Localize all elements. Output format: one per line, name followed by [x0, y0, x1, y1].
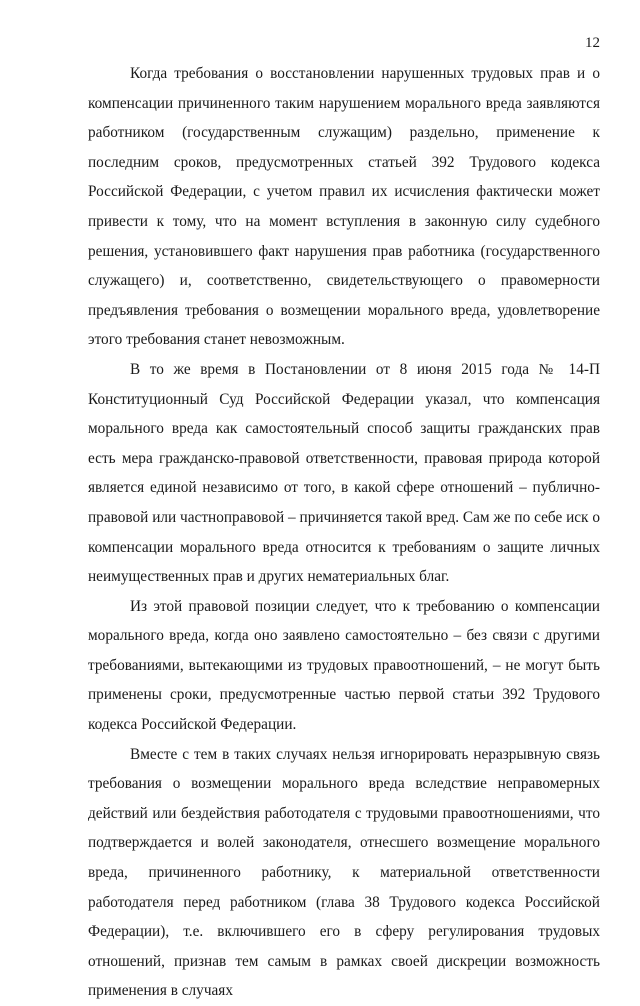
- page-number: 12: [585, 35, 600, 51]
- paragraph-1: Когда требования о восстановлении нарушенных трудовых прав и о компенсации причиненного таким нарушением морального вреда заявляются работником (государственным служащим) раздельно, применение к последним сроков, предусмотренных статьей 392 Трудового кодекса Российской Федерации, с учетом правил их исчисления фактически может привести к тому, что на момент вступления в законную силу судебного решения, установившего факт нарушения прав работника (государственного служащего) и, соответственно, свидетельствующего о правомерности предъявления требования о возмещении морального вреда, удовлетворение этого требования станет невозможным.: [88, 65, 600, 349]
- paragraph-4: Вместе с тем в таких случаях нельзя игнорировать неразрывную связь требования о возмещении морального вреда вследствие неправомерных действий или бездействия работодателя с трудовыми правоотношениями, что подтверждается и волей законодателя, отнесшего возмещение морального вреда, причиненного работнику, к материальной ответственности работодателя перед работником (глава 38 Трудового кодекса Российской Федерации), т.е. включившего его в сферу регулирования трудовых отношений, признав тем самым в рамках своей дискреции возможность применения в случаях: [88, 745, 600, 1000]
- paragraph-2: В то же время в Постановлении от 8 июня 2015 года № 14-П Конституционный Суд Российской Федерации указал, что компенсация морального вреда как самостоятельный способ защиты гражданских прав есть мера гражданско-правовой ответственности, правовая природа которой является единой независимо от того, в какой сфере отношений – публично-правовой или частноправовой – причиняется такой вред. Сам же по себе иск о компенсации морального вреда относится к требованиям о защите личных неимущественных прав и других нематериальных благ.: [88, 360, 600, 586]
- body-text: [88, 59, 600, 1006]
- paragraph-3: Из этой правовой позиции следует, что к требованию о компенсации морального вреда, когда оно заявлено самостоятельно – без связи с другими требованиями, вытекающими из трудовых правоотношений, – не могут быть применены сроки, предусмотренные частью первой статьи 392 Трудового кодекса Российской Федерации.: [88, 597, 600, 734]
